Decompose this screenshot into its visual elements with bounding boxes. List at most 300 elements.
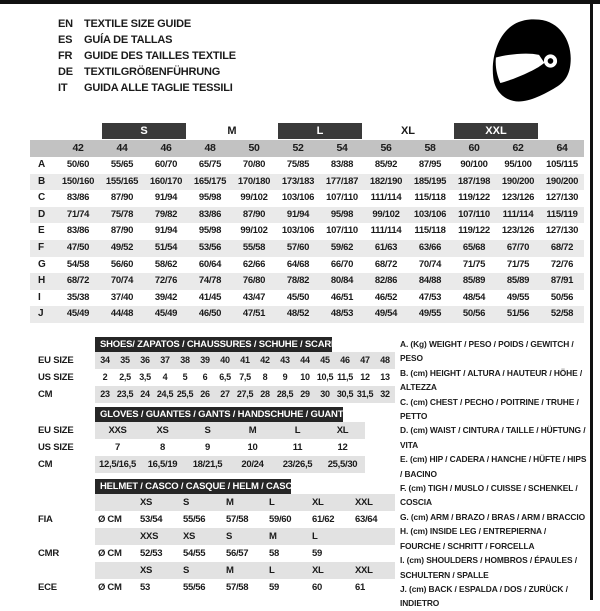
language-code: IT [58,82,68,94]
table-cell: 111/114 [370,192,402,204]
table-cell: 60/70 [154,159,178,170]
shoes-cell: 6 [202,372,208,382]
helmet-size-cell: M [269,531,277,542]
helmet-size-cell: L [269,497,275,508]
helmet-size-cell: M [226,565,234,576]
helmet-standard-row-fia [38,511,395,528]
shoes-row [38,369,395,386]
table-cell: 60/64 [198,258,222,270]
helmet-standard-label: ECE [38,582,57,593]
table-row-c [30,190,584,207]
table-cell: 51/54 [154,241,178,253]
language-title-list [58,16,236,96]
column-header: 46 [160,142,172,154]
gloves-row [38,439,395,456]
shoes-cells [95,369,395,386]
gloves-cells [95,422,365,439]
shoes-cell: 10,5 [316,372,334,382]
helmet-size-cell: XL [312,497,324,508]
table-cell: 50/56 [550,291,574,303]
table-cell: 47/51 [242,308,266,320]
size-group-xl: XL [400,125,416,137]
language-title-text: GUIDE DES TAILLES TEXTILE [84,50,236,62]
legend-item: J. (cm) BACK / ESPALDA / DOS / ZURÜCK / INDIETRO [400,583,568,609]
language-row [58,80,236,96]
gloves-cell: 20/24 [241,459,264,470]
table-cell: 64/68 [286,258,310,270]
helmet-unit-spacer [95,494,137,511]
column-header: 50 [248,142,260,154]
shoes-row-label: CM [38,389,53,400]
table-cell: 54/58 [66,258,90,270]
helmet-size-row [38,494,395,511]
helmet-unit-spacer [95,562,137,579]
gloves-cell: 8 [160,442,165,453]
table-cell: 83/86 [66,192,90,204]
shoes-cell: 2 [102,372,108,382]
table-cell: 127/130 [545,225,579,237]
table-cell: 185/195 [413,175,447,187]
apparel-size-table [30,122,584,323]
language-title-text: TEXTILGRÖßENFÜHRUNG [84,66,221,78]
table-cell: 103/106 [413,208,447,220]
helmet-size-cell: XS [183,531,196,542]
table-cell: 78/82 [286,275,310,287]
table-cell: 76/80 [242,275,266,287]
helmet-value-cell: 57/58 [226,514,249,525]
table-cell: 105/115 [546,159,578,170]
language-title-text: TEXTILE SIZE GUIDE [84,18,192,30]
table-cell: 35/38 [66,291,90,303]
row-label: H [38,275,46,287]
table-cell: 91/94 [154,225,178,237]
helmet-value-cell: 61 [355,582,365,593]
helmet-icon [488,14,576,108]
language-title-text: GUÍA DE TALLAS [84,34,173,46]
table-cell: 107/110 [458,208,490,220]
shoes-cell: 8 [262,372,268,382]
table-cell: 59/62 [330,241,354,253]
table-cell: 95/98 [330,208,354,220]
table-row-j [30,306,584,323]
table-cell: 190/200 [545,175,579,187]
column-header: 42 [72,142,84,154]
table-cell: 95/98 [198,192,222,204]
shoes-cell: 3,5 [139,372,151,382]
table-cell: 91/94 [286,208,310,220]
table-cell: 45/50 [286,291,310,303]
table-cell: 57/60 [286,241,310,253]
shoes-cell: 30,5 [336,389,354,399]
legend-item: G. (cm) ARM / BRAZO / BRAS / ARM / BRACCIO [400,511,586,522]
helmet-standard-row-cmr [38,545,395,562]
legend-item: F. (cm) TIGH / MUSLO / CUISSE / SCHENKEL / COSCIA [400,483,578,508]
shoes-cell: 28 [260,389,270,399]
row-label: B [38,175,46,187]
column-header: 54 [336,142,348,154]
language-code: ES [58,34,73,46]
row-label: G [38,258,46,270]
size-group-s: S [102,123,186,139]
shoes-table-title: SHOES/ ZAPATOS / CHAUSSURES / SCHUHE / SCARPE [95,337,332,352]
gloves-table-title: GLOVES / GUANTES / GANTS / HANDSCHUHE / GUANTI [95,407,343,422]
helmet-size-cell: XXS [140,531,159,542]
table-cell: 44/48 [110,308,134,320]
legend-item: B. (cm) HEIGHT / ALTURA / HAUTEUR / HÖHE / ALTEZZA [400,367,583,393]
shoes-cell: 36 [140,355,150,365]
shoes-cell: 41 [240,355,250,365]
gloves-size-table [38,407,395,473]
table-cell: 85/92 [374,159,398,170]
helmet-value-cell: 57/58 [226,582,249,593]
legend-item: A. (Kg) WEIGHT / PESO / POIDS / GEWITCH / PESO [400,339,574,364]
shoes-cell: 48 [380,355,390,365]
table-cell: 107/110 [326,192,358,204]
table-cell: 87/95 [418,159,442,170]
language-row [58,16,236,32]
table-cell: 50/60 [66,159,90,170]
helmet-value-cells [95,545,395,562]
shoes-cell: 46 [340,355,350,365]
table-cell: 90/100 [460,159,488,170]
table-cell: 71/74 [66,208,90,220]
table-cell: 111/114 [370,225,402,237]
language-row [58,64,236,80]
helmet-standard-label: FIA [38,514,53,525]
table-cell: 115/118 [414,192,446,204]
table-cell: 65/75 [198,159,222,170]
helmet-standard-row-ece [38,579,395,596]
table-cell: 119/122 [458,192,490,204]
table-row-f [30,240,584,257]
shoes-cell: 27,5 [236,389,254,399]
table-cell: 48/52 [286,308,310,320]
table-cell: 68/72 [550,241,574,253]
table-cell: 85/89 [506,275,530,287]
helmet-value-cell: 54/55 [183,548,206,559]
table-cell: 75/85 [286,159,310,170]
table-cell: 45/49 [154,308,178,320]
table-cell: 72/76 [550,258,574,270]
column-header: 56 [380,142,392,154]
gloves-cell: 23/26,5 [282,459,313,470]
row-label: E [38,225,45,237]
language-title-text: GUIDA ALLE TAGLIE TESSILI [84,82,233,94]
column-header: 60 [468,142,480,154]
gloves-cell: 12 [337,442,348,453]
helmet-value-cell: 59 [269,582,279,593]
measurement-legend [400,337,588,611]
size-group-xxl: XXL [454,123,538,139]
table-cell: 46/51 [330,291,354,303]
gloves-cell: XL [336,425,349,436]
gloves-cells [95,456,365,473]
table-cell: 52/58 [550,308,574,320]
table-cell: 165/175 [193,175,227,187]
helmet-size-cells [95,528,395,545]
gloves-cell: 18/21,5 [192,459,223,470]
shoes-cell: 47 [360,355,370,365]
table-cell: 107/110 [326,225,358,237]
shoes-cells [95,352,395,369]
helmet-value-cell [352,545,395,562]
shoes-cell: 4 [162,372,168,382]
table-cell: 187/198 [457,175,491,187]
shoes-cell: 5 [182,372,188,382]
gloves-cell: 10 [247,442,258,453]
table-cell: 87/90 [110,192,134,204]
helmet-size-cell: S [183,497,190,508]
row-label: F [38,241,45,253]
table-cell: 49/52 [110,241,134,253]
table-cell: 170/180 [237,175,271,187]
gloves-cell: XS [156,425,169,436]
header-spacer [30,140,56,157]
table-cell: 87/91 [550,275,574,287]
table-cell: 99/102 [240,225,268,237]
shoes-cell: 44 [300,355,310,365]
table-cell: 91/94 [154,192,178,204]
helmet-size-cell: L [312,531,318,542]
row-label: A [38,159,46,170]
helmet-unit-spacer [95,528,137,545]
legend-item: C. (cm) CHEST / PECHO / POITRINE / TRUHE / PETTO [400,396,579,422]
shoes-cell: 31,5 [356,389,374,399]
table-cell: 83/86 [66,225,90,237]
table-cell: 53/56 [198,241,222,253]
table-cell: 82/86 [374,275,398,287]
table-cell: 160/170 [149,175,183,187]
table-cell: 49/55 [418,308,442,320]
shoes-cell: 11,5 [337,372,353,382]
table-cell: 83/86 [198,208,222,220]
table-cell: 111/114 [502,208,534,220]
gloves-row [38,422,395,439]
helmet-size-cell: S [183,565,190,576]
shoes-cell: 10 [300,372,310,382]
column-header: 64 [556,142,568,154]
helmet-size-cell: XXL [355,497,373,508]
gloves-cell: 11 [292,442,303,453]
table-cell: 79/82 [154,208,178,220]
table-cell: 66/70 [330,258,354,270]
helmet-size-cell: L [269,565,275,576]
shoes-cell: 42 [260,355,270,365]
table-cell: 71/75 [506,258,530,270]
shoes-cell: 28,5 [276,389,294,399]
shoes-row [38,386,395,403]
helmet-size-table [38,479,395,596]
table-cell: 127/130 [545,192,579,204]
size-group-m: M [227,125,237,137]
helmet-value-cell: 55/56 [183,514,206,525]
table-cell: 47/53 [418,291,442,303]
helmet-size-cell: XS [140,565,153,576]
gloves-row-label: EU SIZE [38,425,74,436]
shoes-cell: 12 [360,372,370,382]
shoes-cell: 9 [282,372,288,382]
table-cell: 68/72 [374,258,398,270]
top-border-bar [0,0,600,4]
helmet-value-cell: 59/60 [269,514,292,525]
table-cell: 84/88 [418,275,442,287]
shoes-cell: 40 [220,355,230,365]
table-cell: 95/98 [198,225,222,237]
helmet-value-cell: 53 [140,582,150,593]
table-cell: 85/89 [462,275,486,287]
helmet-size-cell: M [226,497,234,508]
table-cell: 68/72 [66,275,90,287]
helmet-value-cells [95,511,395,528]
table-cell: 55/65 [110,159,134,170]
shoes-cell: 39 [200,355,210,365]
shoes-cell: 35 [120,355,130,365]
shoes-cell: 7,5 [239,372,251,382]
helmet-size-cell: XL [312,565,324,576]
gloves-row-label: CM [38,459,53,470]
table-row-b [30,174,584,191]
table-cell: 173/183 [281,175,315,187]
shoes-cell: 6,5 [219,372,231,382]
language-row [58,32,236,48]
shoes-row [38,352,395,369]
helmet-size-cell: XS [140,497,153,508]
table-cell: 41/45 [198,291,222,303]
table-cell: 49/55 [506,291,530,303]
shoes-cell: 13 [380,372,390,382]
table-cell: 155/165 [105,175,139,187]
table-row-a [30,157,584,174]
shoes-cell: 30 [320,389,330,399]
table-cell: 47/50 [66,241,90,253]
table-cell: 45/49 [66,308,90,320]
table-cell: 150/160 [61,175,95,187]
table-cell: 87/90 [242,208,266,220]
table-cell: 56/60 [110,258,134,270]
legend-item: I. (cm) SHOULDERS / HOMBROS / ÉPAULES / SCHULTERN / SPALLE [400,555,577,580]
column-header: 58 [424,142,436,154]
helmet-value-cell: 56/57 [226,548,249,559]
helmet-size-row-spacer [38,562,95,579]
row-label: I [38,291,41,303]
table-cell: 95/100 [504,159,532,170]
table-cell: 37/40 [110,291,134,303]
table-cell: 58/62 [154,258,178,270]
shoes-cell: 29 [300,389,310,399]
gloves-cell: M [248,425,257,436]
shoes-cell: 38 [180,355,190,365]
table-cell: 177/187 [325,175,359,187]
helmet-value-cell: 52/53 [140,548,163,559]
table-cell: 61/63 [374,241,398,253]
apparel-size-rows [30,157,584,323]
helmet-unit-label: Ø CM [98,548,122,559]
table-cell: 123/126 [501,192,535,204]
helmet-size-row [38,562,395,579]
helmet-size-cell [352,528,395,545]
gloves-cell: S [204,425,211,436]
helmet-size-cell: XXL [355,565,373,576]
column-header: 52 [292,142,304,154]
table-cell: 63/66 [418,241,442,253]
table-cell: 99/102 [372,208,400,220]
table-cell: 72/76 [154,275,178,287]
gloves-row-label: US SIZE [38,442,74,453]
table-cell: 87/90 [110,225,134,237]
right-border-bar [590,0,593,600]
language-code: DE [58,66,73,78]
helmet-unit-label: Ø CM [98,514,122,525]
column-header: 62 [512,142,524,154]
helmet-value-cell: 61/62 [312,514,335,525]
helmet-value-cells [95,579,395,596]
shoes-cell: 37 [160,355,170,365]
gloves-cell: 7 [115,442,120,453]
gloves-row [38,456,395,473]
helmet-value-cell: 59 [312,548,322,559]
shoes-cell: 25,5 [176,389,194,399]
shoes-cell: 34 [100,355,110,365]
size-group-header-row [30,122,584,140]
helmet-value-cell: 53/54 [140,514,163,525]
table-cell: 49/54 [374,308,398,320]
shoes-row-label: US SIZE [38,372,74,383]
table-row-i [30,290,584,307]
shoes-cell: 2,5 [119,372,131,382]
table-cell: 70/74 [418,258,442,270]
table-cell: 190/200 [501,175,535,187]
helmet-standard-label: CMR [38,548,60,559]
table-cell: 71/75 [462,258,486,270]
language-code: FR [58,50,73,62]
row-label: C [38,192,46,204]
table-cell: 182/190 [369,175,403,187]
table-cell: 115/119 [546,208,578,220]
legend-item: E. (cm) HIP / CADERA / HANCHE / HÜFTE / HIPS / BACINO [400,454,587,479]
table-cell: 62/66 [242,258,266,270]
size-number-header-row [30,140,584,157]
table-cell: 65/68 [462,241,486,253]
legend-item: D. (cm) WAIST / CINTURA / TAILLE / HÜFTUNG / VITA [400,425,586,450]
table-cell: 51/56 [506,308,530,320]
gloves-cell: 12,5/16,5 [99,459,136,470]
table-cell: 50/56 [462,308,486,320]
column-header: 44 [116,142,128,154]
helmet-value-cell: 60 [312,582,322,593]
shoes-cell: 45 [320,355,330,365]
helmet-size-cells [95,562,395,579]
helmet-size-row [38,528,395,545]
table-cell: 115/118 [414,225,446,237]
table-cell: 43/47 [242,291,266,303]
table-cell: 55/58 [242,241,266,253]
table-cell: 103/106 [281,192,315,204]
table-cell: 75/78 [110,208,134,220]
gloves-cell: L [294,425,301,436]
table-cell: 83/88 [330,159,354,170]
shoes-cell: 24 [140,389,150,399]
table-cell: 123/126 [501,225,535,237]
legend-item: H. (cm) INSIDE LEG / ENTREPIERNA / FOURCHE / SCHRITT / FORCELLA [400,526,547,551]
shoes-size-table [38,337,395,403]
table-row-e [30,223,584,240]
row-label: D [38,208,46,220]
shoes-row-label: EU SIZE [38,355,74,366]
helmet-size-row-spacer [38,494,95,511]
gloves-cell: 16,5/19 [147,459,178,470]
table-cell: 46/52 [374,291,398,303]
language-code: EN [58,18,73,30]
